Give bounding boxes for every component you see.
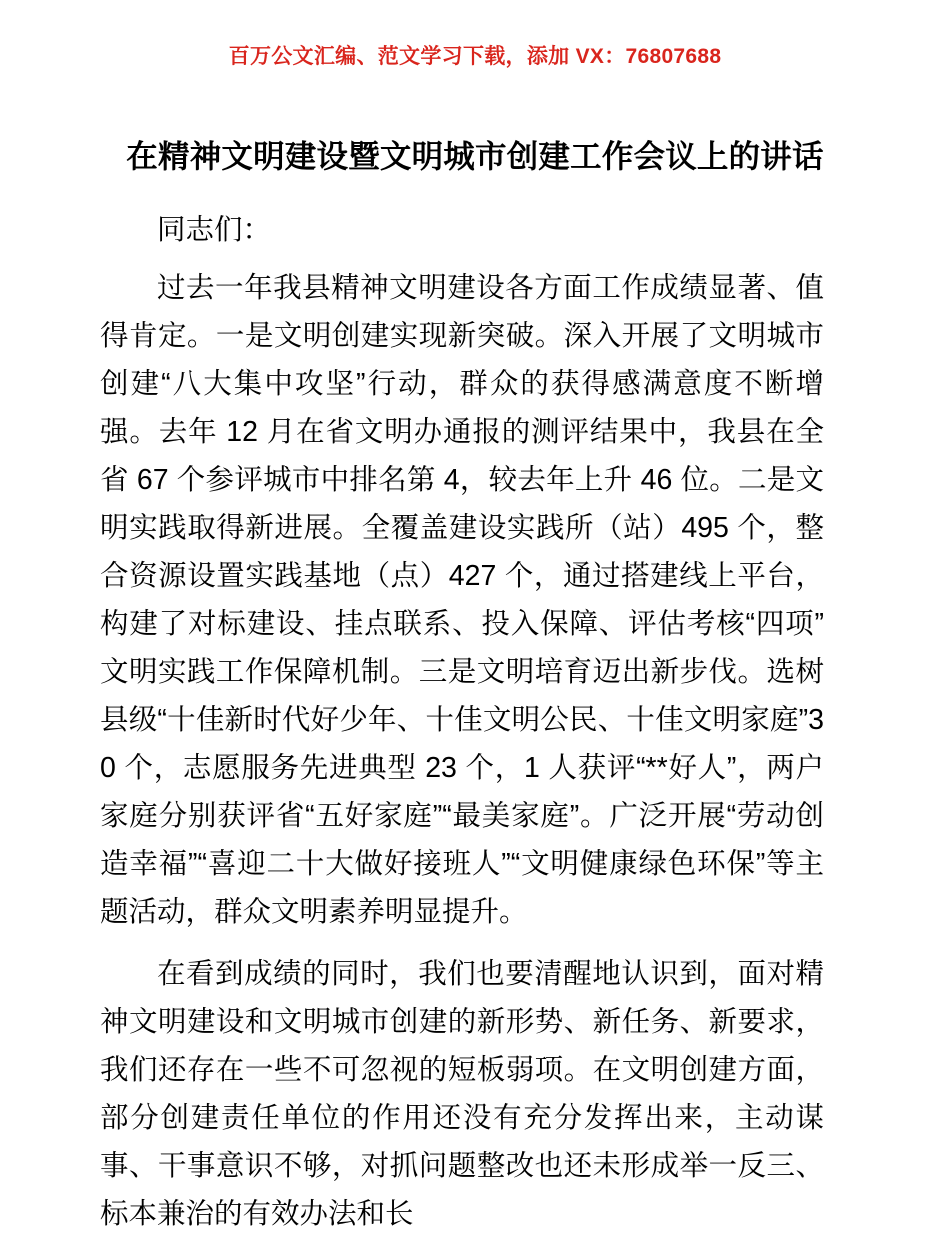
promo-banner (0, 44, 950, 69)
body-paragraph-1: 过去一年我县精神文明建设各方面工作成绩显著、值得肯定。一是文明创建实现新突破。深入开展了文明城市创建“八大集中攻坚”行动，群众的获得感满意度不断增强。去年 12 月在省文明办通报的测评结果中，我县在全省 67 个参评城市中排名第 4，较去年上升 46 位。二是文明实践取得新进展。全覆盖建设实践所（站）495 个，整合资源设置实践基地（点）427 个，通过搭建线上平台，构建了对标建设、挂点联系、投入保障、评估考核“四项”文明实践工作保障机制。三是文明培育迈出新步伐。选树县级“十佳新时代好少年、十佳文明公民、十佳文明家庭”30 个，志愿服务先进典型 23 个，1 人获评“**好人”，两户家庭分别获评省“五好家庭”“最美家庭”。广泛开展“劳动创造幸福”“喜迎二十大做好接班人”“文明健康绿色环保”等主题活动，群众文明素养明显提升。 (100, 272, 824, 928)
salutation-line: 同志们： (157, 214, 272, 246)
body-paragraph-2: 在看到成绩的同时，我们也要清醒地认识到，面对精神文明建设和文明城市创建的新形势、新任务、新要求，我们还存在一些不可忽视的短板弱项。在文明创建方面，部分创建责任单位的作用还没有充分发挥出来，主动谋事、干事意识不够，对抓问题整改也还未形成举一反三、标本兼治的有效办法和长 (100, 958, 824, 1230)
promo-banner-text: 百万公文汇编、范文学习下载，添加 VX：76807688 (228, 45, 722, 68)
document-body (100, 206, 824, 1238)
document-title: 在精神文明建设暨文明城市创建工作会议上的讲话 (126, 138, 824, 175)
